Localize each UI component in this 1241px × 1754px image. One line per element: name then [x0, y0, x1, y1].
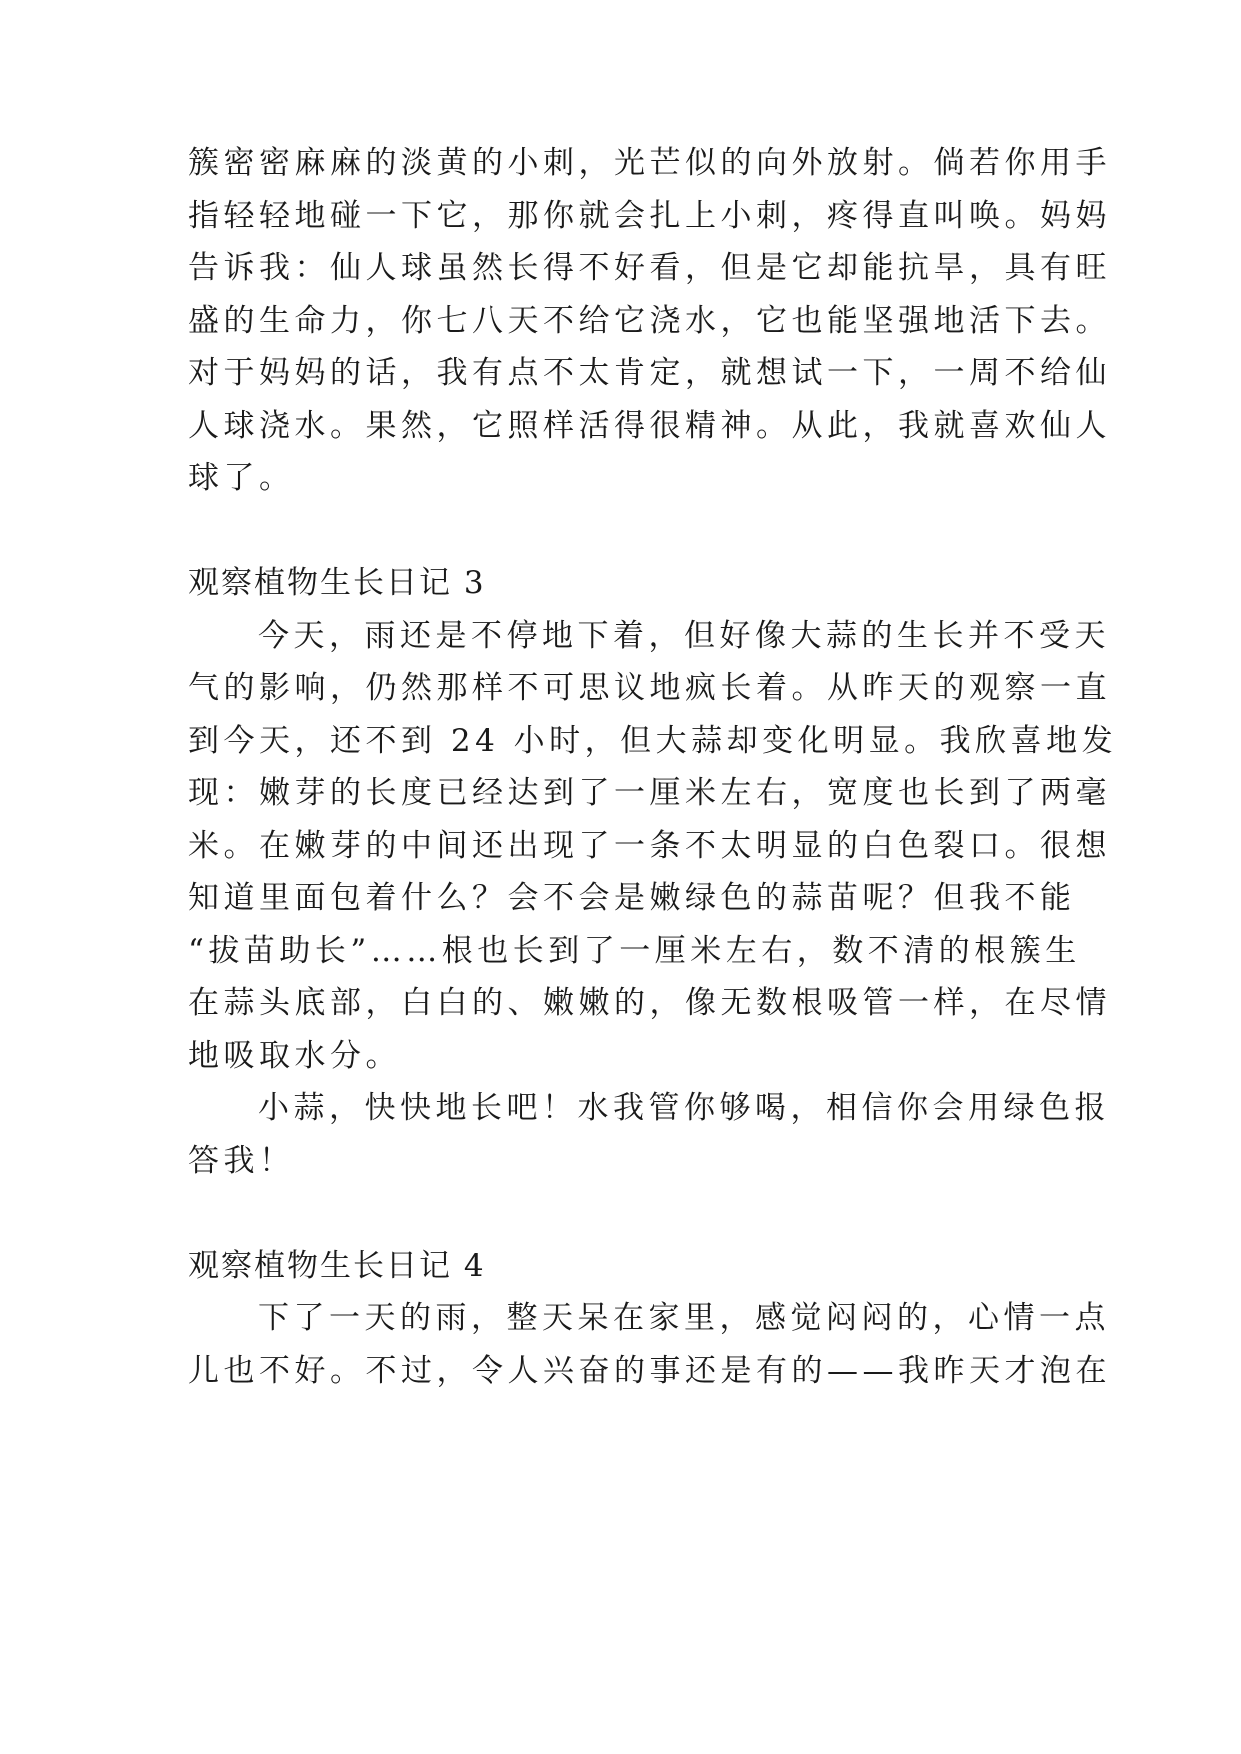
text-line: 气的影响，仍然那样不可思议地疯长着。从昨天的观察一直: [188, 670, 1111, 706]
section-4-paragraph-1: [188, 1292, 1111, 1397]
text-line: 地吸取水分。: [188, 1037, 401, 1074]
section-spacer: [188, 1187, 1068, 1240]
text-line: 儿也不好。不过，令人兴奋的事还是有的——我昨天才泡在: [188, 1352, 1111, 1389]
text-line: 到今天，还不到 24 小时，但大蒜却变化明显。我欣喜地发: [188, 722, 1118, 759]
text-line: 答我！: [188, 1142, 295, 1179]
text-line: 米。在嫩芽的中间还出现了一条不太明显的白色裂口。很想: [188, 827, 1111, 864]
text-line: 知道里面包着什么？会不会是嫩绿色的蒜苗呢？但我不能: [188, 880, 1076, 916]
section-title-4: 观察植物生长日记 4: [188, 1247, 486, 1284]
text-line: 今天，雨还是不停地下着，但好像大蒜的生长并不受天: [258, 617, 1110, 654]
text-line: 告诉我：仙人球虽然长得不好看，但是它却能抗旱，具有旺: [188, 250, 1111, 286]
text-line: 人球浇水。果然，它照样活得很精神。从此，我就喜欢仙人: [188, 407, 1111, 444]
section-3-paragraph-1: [188, 610, 1118, 1083]
text-line: 现：嫩芽的长度已经达到了一厘米左右，宽度也长到了两毫: [188, 775, 1111, 811]
document-body: [188, 137, 1118, 1397]
text-line: 下了一天的雨，整天呆在家里，感觉闷闷的，心情一点: [258, 1300, 1110, 1336]
text-line: 对于妈妈的话，我有点不太肯定，就想试一下，一周不给仙: [188, 355, 1111, 391]
text-line: 簇密密麻麻的淡黄的小刺，光芒似的向外放射。倘若你用手: [188, 145, 1111, 181]
text-line: 小蒜，快快地长吧！水我管你够喝，相信你会用绿色报: [258, 1090, 1110, 1126]
section-spacer: [188, 505, 1068, 558]
section-3-paragraph-2: [188, 1082, 1110, 1187]
section-title-3: 观察植物生长日记 3: [188, 565, 486, 601]
previous-section-paragraph: [188, 137, 1111, 505]
text-line: 球了。: [188, 460, 295, 496]
text-line: 指轻轻地碰一下它，那你就会扎上小刺，疼得直叫唤。妈妈: [188, 197, 1111, 234]
text-line: 盛的生命力，你七八天不给它浇水，它也能坚强地活下去。: [188, 302, 1111, 339]
text-line: 在蒜头底部，白白的、嫩嫩的，像无数根吸管一样，在尽情: [188, 985, 1111, 1021]
text-line: “拔苗助长”……根也长到了一厘米左右，数不清的根簇生: [188, 932, 1081, 969]
